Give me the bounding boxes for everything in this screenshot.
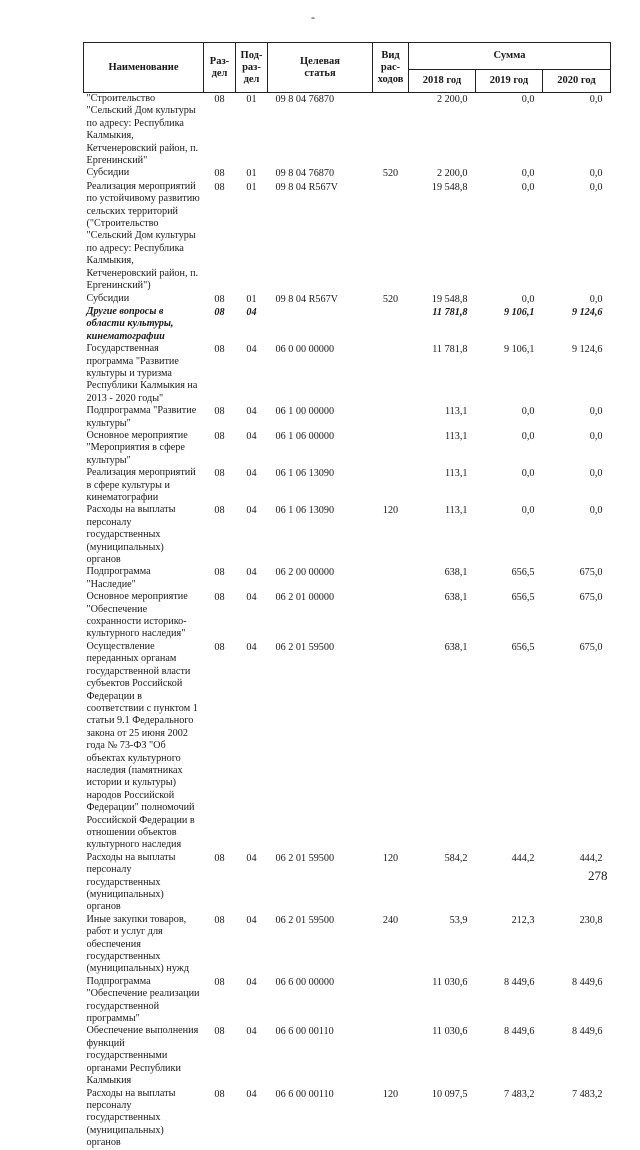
row-sum-2018: 113,1 [444, 505, 468, 517]
row-podrazdel: 04 [246, 852, 257, 864]
row-podrazdel: 04 [246, 505, 257, 517]
row-razdel: 08 [214, 505, 225, 517]
table-row [84, 1025, 611, 1087]
row-sum-2018: 11 030,6 [432, 1026, 468, 1038]
row-sum-2020: 675,0 [579, 592, 603, 604]
row-vid [373, 641, 409, 852]
row-vid [373, 343, 409, 405]
row-vid: 240 [382, 914, 399, 926]
table-row [84, 641, 611, 852]
row-sum-2018: 638,1 [444, 592, 468, 604]
row-article: 06 1 06 13090 [275, 505, 335, 517]
table-row [84, 914, 611, 976]
row-name: Реализация мероприятий в сфере культуры и кинематографии [86, 467, 196, 503]
header-name: Наименование [84, 43, 204, 93]
row-sum-2018: 11 781,8 [432, 306, 468, 318]
row-article: 09 8 04 R567V [275, 181, 339, 193]
row-name: Основное мероприятие "Обеспечение сохранности историко-культурного наследия" [86, 591, 188, 640]
row-podrazdel: 04 [246, 468, 257, 480]
table-row [84, 976, 611, 1026]
row-name: Подпрограмма "Обеспечение реализации государственной программы" [86, 975, 200, 1025]
row-sum-2018: 19 548,8 [431, 181, 468, 193]
row-sum-2019: 0,0 [521, 181, 535, 193]
row-podrazdel: 04 [246, 1088, 257, 1100]
row-podrazdel: 01 [246, 94, 257, 105]
row-podrazdel: 04 [246, 406, 257, 418]
row-podrazdel: 01 [246, 168, 257, 180]
row-podrazdel: 04 [246, 1026, 257, 1038]
row-razdel: 08 [214, 592, 225, 604]
row-vid [373, 430, 409, 467]
row-razdel: 08 [214, 293, 225, 305]
row-vid: 120 [382, 505, 399, 517]
table-body [84, 93, 611, 1150]
row-sum-2018: 11 781,8 [432, 344, 468, 356]
row-article: 06 1 06 00000 [275, 430, 335, 442]
row-article: 06 1 00 00000 [275, 406, 335, 418]
row-name: Иные закупки товаров, работ и услуг для обеспечения государственных (муниципальных) нужд [86, 913, 189, 975]
row-vid: 120 [382, 852, 399, 864]
header-2019: 2019 год [476, 70, 543, 93]
table-row [84, 1088, 611, 1150]
table-row [84, 591, 611, 641]
header-podrazdel: Под- раз- дел [236, 43, 268, 93]
row-name: Обеспечение выполнения функций государственными органами Республики Калмыкия [86, 1025, 199, 1087]
row-sum-2019: 0,0 [521, 94, 535, 105]
table-row [84, 93, 611, 168]
row-name: Реализация мероприятий по устойчивому развитию сельских территорий ("Строительство "Сельский Дом культуры по адресу: Республика Калмыкия, Кетченеровский район, п. Ергенинский") [86, 180, 200, 292]
row-article: 06 2 01 59500 [275, 914, 335, 926]
row-podrazdel: 04 [246, 592, 257, 604]
row-razdel: 08 [214, 406, 225, 418]
row-razdel: 08 [214, 641, 225, 653]
row-podrazdel: 04 [246, 567, 257, 579]
row-sum-2020: 0,0 [589, 94, 603, 105]
row-razdel: 08 [214, 567, 225, 579]
row-sum-2020: 675,0 [579, 567, 603, 579]
row-name: Расходы на выплаты персоналу государственных (муниципальных) органов [86, 504, 176, 566]
row-sum-2019: 212,3 [511, 914, 535, 926]
row-article: 06 1 06 13090 [275, 468, 335, 480]
row-sum-2019: 0,0 [521, 406, 535, 418]
row-sum-2018: 2 200,0 [436, 168, 468, 180]
row-sum-2018: 584,2 [444, 852, 468, 864]
row-razdel: 08 [214, 430, 225, 442]
row-sum-2018: 638,1 [444, 567, 468, 579]
header-vid: Вид рас- ходов [373, 43, 409, 93]
row-razdel: 08 [214, 468, 225, 480]
row-sum-2018: 53,9 [449, 914, 468, 926]
row-vid [373, 181, 409, 293]
row-sum-2019: 0,0 [521, 430, 535, 442]
row-sum-2020: 8 449,6 [571, 1026, 603, 1038]
row-sum-2019: 0,0 [521, 505, 535, 517]
row-article: 06 2 01 59500 [275, 852, 335, 864]
row-vid [373, 306, 409, 343]
row-sum-2020: 0,0 [589, 168, 603, 180]
row-name: Субсидии [86, 292, 130, 304]
row-name: Основное мероприятие "Мероприятия в сфере культуры" [86, 429, 188, 466]
header-2018: 2018 год [409, 70, 476, 93]
row-article: 06 0 00 00000 [275, 344, 335, 356]
row-name: Другие вопросы в области культуры, кинематографии [86, 305, 174, 342]
row-name: Государственная программа "Развитие культуры и туризма Республики Калмыкия на 2013 - 2020 годы" [86, 343, 198, 404]
row-sum-2020: 7 483,2 [571, 1088, 603, 1100]
row-vid [373, 976, 409, 1026]
row-sum-2020: 0,0 [589, 468, 603, 480]
row-sum-2018: 113,1 [444, 430, 468, 442]
row-sum-2019: 9 106,1 [503, 306, 535, 318]
row-razdel: 08 [214, 852, 225, 864]
table-row [84, 167, 611, 180]
row-razdel: 08 [214, 181, 225, 193]
row-sum-2020: 675,0 [579, 641, 603, 653]
row-article: 09 8 04 R567V [275, 293, 339, 305]
table-row [84, 181, 611, 293]
row-article: 06 2 01 00000 [275, 592, 335, 604]
row-podrazdel: 04 [246, 306, 257, 318]
table-row [84, 306, 611, 343]
row-sum-2020: 0,0 [589, 406, 603, 418]
row-name: Расходы на выплаты персоналу государственных (муниципальных) органов [86, 851, 176, 913]
table-row [84, 405, 611, 430]
row-podrazdel: 04 [246, 344, 257, 356]
row-vid [373, 566, 409, 591]
table-row [84, 293, 611, 306]
row-sum-2018: 10 097,5 [431, 1088, 468, 1100]
row-name: Расходы на выплаты персоналу государственных (муниципальных) органов [86, 1087, 176, 1149]
row-sum-2019: 656,5 [511, 641, 535, 653]
row-sum-2020: 0,0 [589, 181, 603, 193]
row-vid: 120 [382, 1088, 399, 1100]
row-razdel: 08 [214, 344, 225, 356]
row-sum-2019: 656,5 [511, 567, 535, 579]
row-sum-2018: 19 548,8 [431, 293, 468, 305]
table-row [84, 343, 611, 405]
table-row [84, 504, 611, 566]
row-sum-2018: 638,1 [444, 641, 468, 653]
row-sum-2020: 0,0 [589, 293, 603, 305]
budget-table [83, 42, 611, 1150]
row-sum-2020: 9 124,6 [571, 306, 603, 318]
row-sum-2019: 8 449,6 [503, 1026, 535, 1038]
row-podrazdel: 04 [246, 976, 257, 988]
row-article: 06 6 00 00000 [275, 976, 335, 988]
row-razdel: 08 [214, 914, 225, 926]
row-sum-2019: 0,0 [521, 293, 535, 305]
row-vid: 520 [382, 168, 399, 180]
row-sum-2018: 113,1 [444, 406, 468, 418]
top-mark: - [311, 10, 315, 24]
table-row [84, 467, 611, 504]
row-article [268, 306, 373, 343]
row-sum-2020: 0,0 [589, 505, 603, 517]
row-razdel: 08 [214, 1026, 225, 1038]
row-article: 09 8 04 76870 [275, 168, 335, 180]
row-sum-2020: 230,8 [579, 914, 603, 926]
row-vid [373, 591, 409, 641]
row-podrazdel: 04 [246, 914, 257, 926]
header-article: Целевая статья [268, 43, 373, 93]
row-name: Субсидии [86, 167, 130, 179]
row-article: 09 8 04 76870 [275, 94, 335, 105]
row-sum-2018: 2 200,0 [436, 94, 468, 105]
row-podrazdel: 01 [246, 293, 257, 305]
header-razdel: Раз- дел [204, 43, 236, 93]
row-sum-2018: 11 030,6 [432, 976, 468, 988]
row-razdel: 08 [214, 94, 225, 105]
row-sum-2019: 0,0 [521, 468, 535, 480]
row-sum-2020: 9 124,6 [571, 344, 603, 356]
row-article: 06 2 01 59500 [275, 641, 335, 653]
row-sum-2019: 0,0 [521, 168, 535, 180]
row-vid [373, 93, 409, 168]
row-name: Осуществление переданных органам государственной власти субъектов Российской Федерации в соответствии с пунктом 1 статьи 9.1 Федерального закона от 25 июня 2002 года № 73-ФЗ "Об объектах культурного наследия (памятниках истории и культуры) народов Российской Федерации" полномочий Российской Федерации в отношении объектов культурного наследия [86, 640, 198, 851]
page-number: 278 [588, 868, 608, 883]
row-sum-2020: 444,2 [579, 852, 603, 864]
row-vid [373, 467, 409, 504]
row-vid [373, 1025, 409, 1087]
row-sum-2018: 113,1 [444, 468, 468, 480]
header-2020: 2020 год [543, 70, 611, 93]
header-sum: Сумма [409, 43, 611, 70]
row-podrazdel: 04 [246, 430, 257, 442]
row-article: 06 6 00 00110 [275, 1088, 334, 1100]
row-razdel: 08 [214, 306, 225, 318]
row-vid: 520 [382, 293, 399, 305]
row-sum-2020: 0,0 [589, 430, 603, 442]
row-sum-2019: 444,2 [511, 852, 535, 864]
row-article: 06 6 00 00110 [275, 1026, 334, 1038]
table-row [84, 566, 611, 591]
row-sum-2019: 656,5 [511, 592, 535, 604]
row-name: Подпрограмма "Развитие культуры" [86, 405, 197, 429]
row-sum-2019: 8 449,6 [503, 976, 535, 988]
row-article: 06 2 00 00000 [275, 567, 335, 579]
row-sum-2019: 9 106,1 [503, 344, 535, 356]
row-name: "Строительство "Сельский Дом культуры по адресу: Республика Калмыкия, Кетченеровский район, п. Ергенинский" [86, 93, 199, 167]
row-sum-2020: 8 449,6 [571, 976, 603, 988]
row-razdel: 08 [214, 1088, 225, 1100]
row-vid [373, 405, 409, 430]
row-podrazdel: 01 [246, 181, 257, 193]
table-row [84, 430, 611, 467]
row-razdel: 08 [214, 976, 225, 988]
row-sum-2019: 7 483,2 [503, 1088, 535, 1100]
row-podrazdel: 04 [246, 641, 257, 653]
row-razdel: 08 [214, 168, 225, 180]
row-name: Подпрограмма "Наследие" [86, 566, 151, 590]
table-header [84, 43, 611, 93]
